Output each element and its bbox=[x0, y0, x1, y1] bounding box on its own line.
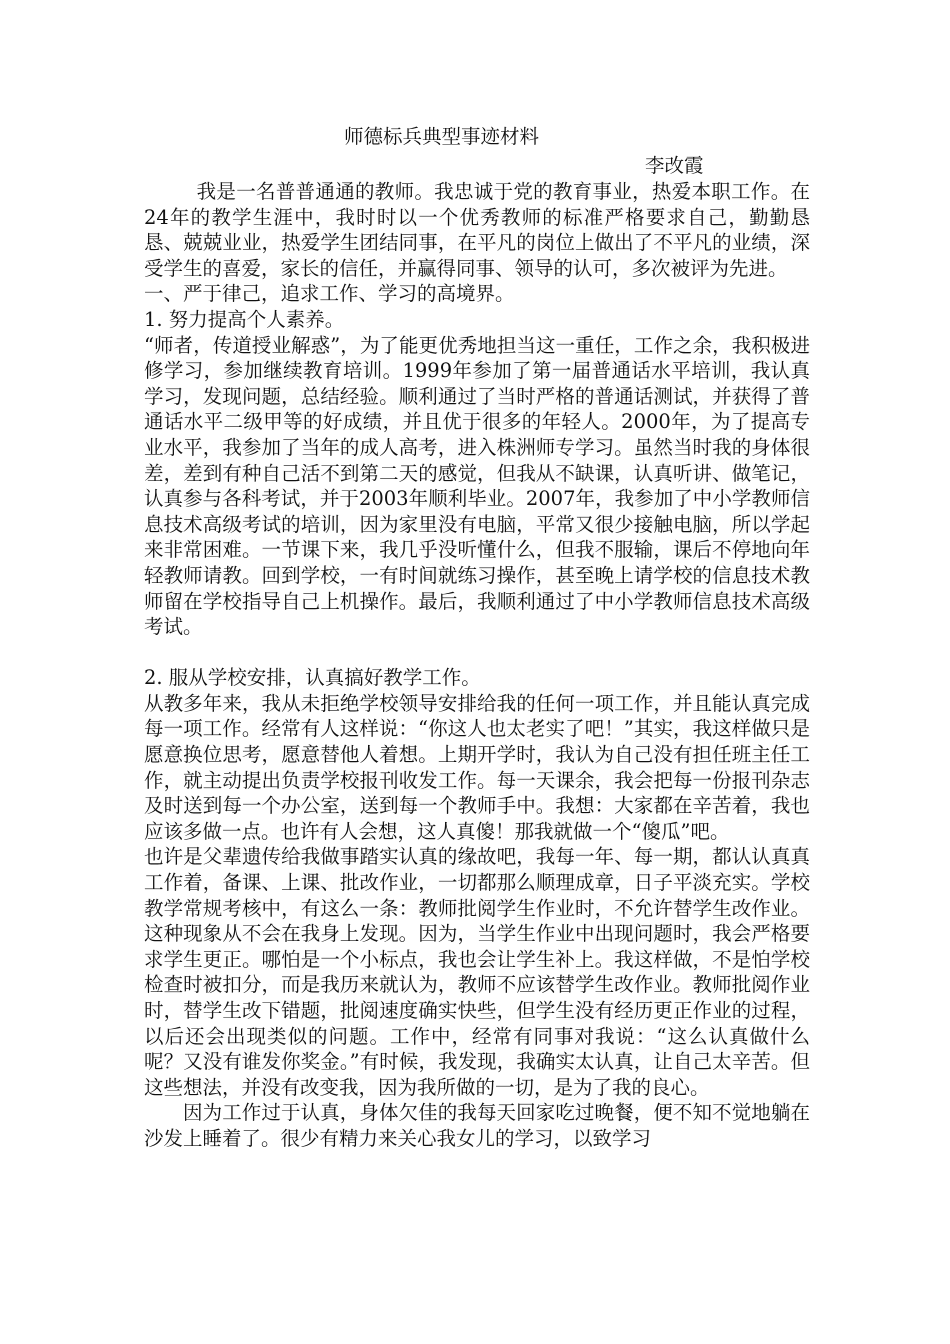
body-paragraph: 因为工作过于认真，身体欠佳的我每天回家吃过晚餐，便不知不觉地躺在沙发上睡着了。很少有精力来关心我女儿的学习，以致学习 bbox=[144, 1101, 810, 1150]
section-heading-1: 一、严于律己，追求工作、学习的高境界。 bbox=[144, 282, 515, 306]
subsection-heading-1: 1. 努力提高个人素养。 bbox=[144, 307, 345, 331]
author-name: 李改霞 bbox=[645, 154, 704, 177]
blank-line bbox=[144, 640, 810, 666]
subsection-heading-2: 2. 服从学校安排，认真搞好教学工作。 bbox=[144, 666, 481, 690]
document-title: 师德标兵典型事迹材料 bbox=[344, 125, 540, 148]
body-paragraph: 也许是父辈遗传给我做事踏实认真的缘故吧，我每一年、每一期，都认认真真工作着，备课、上课、批改作业，一切都那么顺理成章，日子平淡充实。学校教学常规考核中，有这么一条：教师批阅学生作业时，不允许替学生改作业。这种现象从不会在我身上发现。因为，当学生作业中出现问题时，我会严格要求学生更正。哪怕是一个小标点，我也会让学生补上。我这样做，不是怕学校检查时被扣分，而是我历来就认为，教师不应该替学生改作业。教师批阅作业时，替学生改下错题，批阅速度确实快些，但学生没有经历更正作业的过程，以后还会出现类似的问题。工作中，经常有同事对我说：“这么认真做什么呢？又没有谁发你奖金。”有时候，我发现，我确实太认真，让自己太辛苦。但这些想法，并没有改变我，因为我所做的一切，是为了我的良心。 bbox=[144, 845, 810, 1099]
intro-paragraph: 我是一名普普通通的教师。我忠诚于党的教育事业，热爱本职工作。在24年的教学生涯中，我时时以一个优秀教师的标准严格要求自己，勤勤恳恳、兢兢业业，热爱学生团结同事，在平凡的岗位上做出了不平凡的业绩，深受学生的喜爱，家长的信任，并赢得同事、领导的认可，多次被评为先进。 bbox=[144, 180, 810, 280]
body-paragraph: 从教多年来，我从未拒绝学校领导安排给我的任何一项工作，并且能认真完成每一项工作。经常有人这样说：“你这人也太老实了吧！”其实，我这样做只是愿意换位思考，愿意替他人着想。上期开学时，我认为自己没有担任班主任工作，就主动提出负责学校报刊收发工作。每一天课余，我会把每一份报刊杂志及时送到每一个办公室，送到每一个教师手中。我想：大家都在辛苦着，我也应该多做一点。也许有人会想，这人真傻！那我就做一个“傻瓜”吧。 bbox=[144, 691, 810, 843]
document-body bbox=[144, 121, 810, 1152]
body-paragraph: “师者，传道授业解惑”，为了能更优秀地担当这一重任，工作之余，我积极进修学习，参加继续教育培训。1999年参加了第一届普通话水平培训，我认真学习，发现问题，总结经验。顺利通过了当时严格的普通话测试，并获得了普通话水平二级甲等的好成绩，并且优于很多的年轻人。2000年，为了提高专业水平，我参加了当年的成人高考，进入株洲师专学习。虽然当时我的身体很差，差到有种自己活不到第二天的感觉，但我从不缺课，认真听讲、做笔记，认真参与各科考试，并于2003年顺利毕业。2007年，我参加了中小学教师信息技术高级考试的培训，因为家里没有电脑，平常又很少接触电脑，所以学起来非常困难。一节课下来，我几乎没听懂什么，但我不服输，课后不停地向年轻教师请教。回到学校，一有时间就练习操作，甚至晚上请学校的信息技术教师留在学校指导自己上机操作。最后，我顺利通过了中小学教师信息技术高级考试。 bbox=[144, 333, 810, 639]
